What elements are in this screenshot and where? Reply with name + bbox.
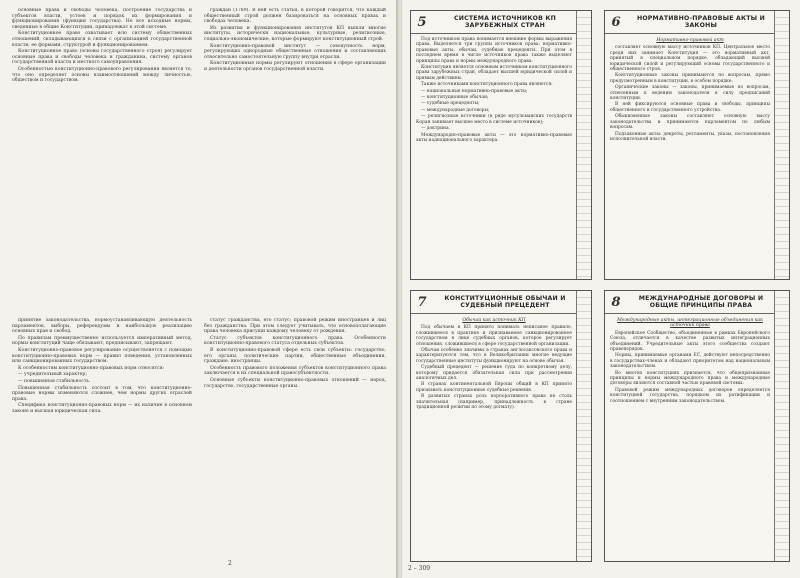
section-title: СИСТЕМА ИСТОЧНИКОВ КП ЗАРУБЕЖНЫХ СТРАН — [454, 15, 556, 29]
paragraph: Европейское Сообщество, объединенные в рамках Европейского Союза, отличается в качестве развитых интеграционных объединений. Учредительные акты этого сообщества создают правопорядок. — [610, 330, 770, 353]
paragraph: Судебный прецедент — решение суда по конкретному делу, которому придается обязательная сила при рассмотрении аналогичных дел. — [416, 365, 572, 382]
paragraph: составляет основную массу источников КП. Центральное место среди них занимает Конституция — это нормативный акт, принятый в специальном порядке, обладающий высшей юридической силой и регулирующий основы государственного и общественного строя. — [610, 45, 770, 73]
paragraph: Из развития и функционирования институтов КП вышли многие институты, исторически национальные, культурные, религиозные, социально-экономические, которые формируют конституционный строй. — [204, 25, 386, 42]
section-title: КОНСТИТУЦИОННЫЕ ОБЫЧАИ И СУДЕБНЫЙ ПРЕЦЕДЕНТ — [444, 295, 566, 309]
paragraph: Основные субъекты конституционно-правовых отношений — народ, государство, государственные органы. — [204, 377, 386, 389]
paragraph: основные права и свободы человека, построение государства и субъектов власти, устоев и порядок их формирования и функционирования (функции государства). Не все исходные нормы, сведенные в общие Конституции, принадлежат к этой системе. — [12, 8, 192, 30]
section-subtitle: Международные акты, интеграционные объединения как источник права — [617, 318, 763, 329]
paragraph: Конституция является основным источником конституционного права зарубежных стран, обладает высшей юридической силой и прямым действием. — [416, 65, 572, 81]
paragraph: Во многих конституциях признается, что общепризнанные принципы и нормы международного права и международные договоры являются составной частью правовой системы. — [610, 370, 770, 387]
section-title: МЕЖДУНАРОДНЫЕ ДОГОВОРЫ И ОБЩИЕ ПРИНЦИПЫ ПРАВА — [638, 295, 764, 309]
paragraph: Специфика конституционно-правовых норм — их наличие в основном законе и высшая юридическая сила. — [12, 403, 192, 414]
paragraph: Органические законы — законы, принимаемые по вопросам, отнесенным к ведению законодателя в силу предписаний конституции. — [610, 85, 770, 102]
paragraph: — учредительный характер; — [18, 372, 87, 378]
paragraph: — повышенная стабильность. — [18, 378, 91, 384]
paragraph: граждан (1789). В ней есть статьи, в которой говорится, что каждый общественный строй должен базироваться на основных правах и свободах человека. — [204, 8, 386, 25]
paragraph: Конституционно-правовой институт — совокупность норм, регулирующих однородные общественные отношения и составляющих относительно самостоятельную группу внутри отрасли. — [204, 43, 386, 60]
paragraph: В ней фиксируются основные права и свободы, принципы общественного и государственного устройства. — [610, 102, 770, 113]
list-item: — судебные прецеденты; — [421, 101, 480, 107]
section-header — [411, 291, 577, 314]
section-number: 8 — [611, 294, 621, 310]
section-box-6 — [604, 10, 790, 280]
paragraph: Статус субъектов конституционного права. Особенности конституционно-правового статуса отдельных субъектов. — [204, 335, 386, 347]
paragraph: Под обычаем в КП принято понимать неписаное правило, сложившееся в практике и признаваемое санкционированное государством в лице судебных органов, которое регулирует отношения, сложившиеся в сфере государственной организации. — [416, 325, 572, 347]
paragraph: Конституционно-правовое регулирование осуществляется с помощью конституционно-правовых норм — правил поведения, установленных или санкционированных государством. — [12, 347, 192, 365]
paragraph: В странах континентальной Европы общий в КП принято признавать конституционные судебные решения. — [416, 382, 572, 393]
paragraph: Конституционные нормы регулируют отношения в сфере организации и деятельности органов государственной власти. — [204, 61, 386, 72]
paragraph: Особенностью конституционно-правового регулирования является то, что оно определяет основы взаимоотношений между личностью, обществом и государством. — [12, 66, 192, 84]
section-body — [605, 314, 775, 408]
border-ornament — [774, 291, 789, 561]
page-number: 2 – 309 — [408, 565, 431, 572]
paragraph: Правовой режим международных договоров определяется конституцией государства, порядком их ратификации и соотношением с внутренним законодательством. — [610, 387, 770, 404]
paragraph: Конституционное право охватывает всю систему общественных отношений, складывающихся в связи с организацией государственной власти, ее формами, структурой и функционированием. — [12, 31, 192, 48]
paragraph: Особенность правового положения субъектов конституционного права заключается в их специальной правосубъектности. — [204, 365, 386, 377]
paragraph: В конституционно-правовой сфере есть свои субъекты: государство, его органы, политические партии, общественные объединения, граждане, иностранцы. — [204, 347, 386, 365]
list-item: — национальные нормативно-правовые акты; — [421, 88, 528, 94]
list-item: — религиозные источники (в ряде мусульманских государств Коран занимает высшее место в системе источников); — [416, 114, 572, 125]
section-body — [605, 34, 775, 146]
paragraph: Также источниками конституционного права являются: — [421, 82, 553, 88]
list-item: — доктрина. — [421, 126, 450, 132]
paragraph: Под источником права понимается внешние формы выражения права. Выделяется три группы источников права: нормативно-правовые акты, обычаи, судебные прецеденты. При этом в последнем время в числе источников права также выделяют принципы права и нормы международного права. — [416, 37, 572, 64]
left-column-1 — [12, 8, 192, 308]
paragraph: К особенностям конституционно-правовых норм относятся: — [18, 365, 165, 371]
page-number: 2 — [228, 560, 232, 567]
section-header — [605, 11, 775, 34]
paragraph: Международно-правовые акты — это нормативно-правовые акты наднационального характера. — [416, 132, 572, 143]
paragraph: Подзаконные акты: декреты, регламенты, указы, постановления исполнительной власти. — [610, 131, 770, 142]
section-number: 5 — [417, 14, 427, 30]
section-number: 6 — [611, 14, 621, 30]
section-title: НОРМАТИВНО-ПРАВОВЫЕ АКТЫ И ЗАКОНЫ — [636, 15, 766, 29]
left-column-1-lower — [12, 318, 192, 556]
section-box-8 — [604, 290, 790, 562]
left-column-2 — [204, 8, 386, 308]
section-header — [605, 291, 775, 314]
paragraph: По правилам преимущественно используется императивный метод, нормы конституций чаще обязывают, предписывают, запрещают. — [12, 335, 192, 347]
border-ornament — [774, 11, 789, 279]
paragraph: Обычаи особенно значимы в странах англосаксонского права и характеризуются тем, что в Великобритании многие ведущие государственные институты функционируют на основе обычая. — [416, 348, 572, 364]
left-page — [0, 0, 398, 578]
section-subtitle: Нормативно-правовой акт — [656, 38, 724, 43]
section-body — [411, 34, 577, 147]
paragraph: Повышенная стабильность состоит в том, что конституционно-правовые нормы изменяются сложнее, чем нормы других отраслей права. — [12, 385, 192, 402]
section-box-5 — [410, 10, 592, 280]
list-item: — международные договоры; — [421, 107, 490, 113]
paragraph: Конституционные законы принимаются по вопросам, прямо предусмотренным в конституции, в особом порядке. — [610, 73, 770, 84]
paragraph: Обыкновенные законы составляют основную массу законодательства и принимаются парламентом по любым вопросам. — [610, 114, 770, 131]
border-ornament — [576, 11, 591, 279]
list-item: — конституционные обычаи; — [421, 95, 489, 101]
section-header — [411, 11, 577, 34]
section-body — [411, 314, 577, 415]
paragraph: принятие законодательства, нормоустанавливающую деятельность парламентов, выборы, референдумы и наибольшую реализацию основных прав и свобод. — [12, 318, 192, 335]
paragraph: В развитых странах роль корпоративного права не столь значительная (например, принадлежность к стране традиционной религии по этому догмату). — [416, 394, 572, 411]
left-column-2-lower — [204, 318, 386, 556]
border-ornament — [576, 291, 591, 561]
paragraph: Конституционное право (основы государственного строя) регулирует основные права и свободы человека и гражданина, систему органов государственной власти и местного самоуправления. — [12, 49, 192, 66]
section-number: 7 — [417, 294, 427, 310]
paragraph: Нормы, принимаемые органами ЕС, действуют непосредственно в государствах-членах и обладают приоритетом над национальным законодательством. — [610, 353, 770, 370]
section-box-7 — [410, 290, 592, 562]
paragraph: статус гражданства, его статус; правовой режим иностранцев и лиц без гражданства. При этом следует учитывать, что основополагающие права человека присущи каждому человеку от рождения. — [204, 318, 386, 335]
right-page — [402, 0, 800, 578]
section-subtitle: Обычай как источник КП — [462, 318, 526, 323]
